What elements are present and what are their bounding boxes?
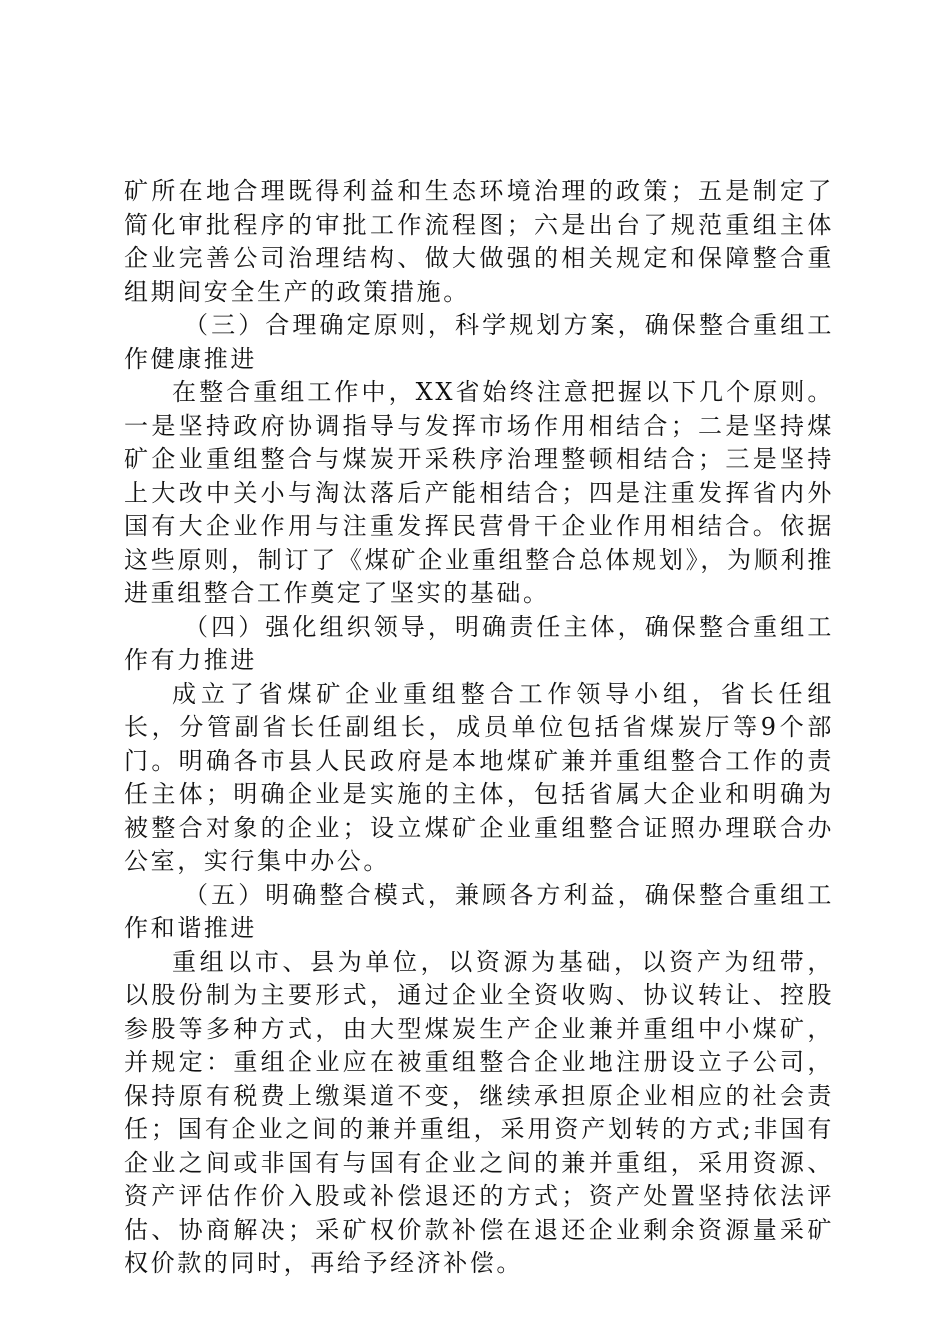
document-body: [124, 175, 834, 1281]
paragraph-integration-model: 重组以市、县为单位，以资源为基础，以资产为纽带，以股份制为主要形式，通过企业全资收购、协议转让、控股参股等多种方式，由大型煤炭生产企业兼并重组中小煤矿，并规定：重组企业应在被重组整合企业地注册设立子公司，保持原有税费上缴渠道不变，继续承担原企业相应的社会责任；国有企业之间的兼并重组，采用资产划转的方式;非国有企业之间或非国有与国有企业之间的兼并重组，采用资源、资产评估作价入股或补偿退还的方式；资产处置坚持依法评估、协商解决；采矿权价款补偿在退还企业剩余资源量采矿权价款的同时，再给予经济补偿。: [124, 947, 834, 1277]
section-heading-3: （三）合理确定原则，科学规划方案，确保整合重组工作健康推进: [124, 311, 834, 373]
paragraph-continuation: 矿所在地合理既得利益和生态环境治理的政策；五是制定了简化审批程序的审批工作流程图；六是出台了规范重组主体企业完善公司治理结构、做大做强的相关规定和保障整合重组期间安全生产的政策措施。: [124, 177, 834, 306]
section-heading-4: （四）强化组织领导，明确责任主体，确保整合重组工作有力推进: [124, 612, 834, 674]
section-heading-5: （五）明确整合模式，兼顾各方利益，确保整合重组工作和谐推进: [124, 880, 834, 942]
paragraph-leadership: 成立了省煤矿企业重组整合工作领导小组，省长任组长，分管副省长任副组长，成员单位包括省煤炭厅等9个部门。明确各市县人民政府是本地煤矿兼并重组整合工作的责任主体；明确企业是实施的主体，包括省属大企业和明确为被整合对象的企业；设立煤矿企业重组整合证照办理联合办公室，实行集中办公。: [124, 679, 834, 875]
paragraph-principles: 在整合重组工作中，XX省始终注意把握以下几个原则。一是坚持政府协调指导与发挥市场作用相结合；二是坚持煤矿企业重组整合与煤炭开采秩序治理整顿相结合；三是坚持上大改中关小与淘汰落后产能相结合；四是注重发挥省内外国有大企业作用与注重发挥民营骨干企业作用相结合。依据这些原则，制订了《煤矿企业重组整合总体规划》，为顺利推进重组整合工作奠定了坚实的基础。: [124, 378, 834, 607]
